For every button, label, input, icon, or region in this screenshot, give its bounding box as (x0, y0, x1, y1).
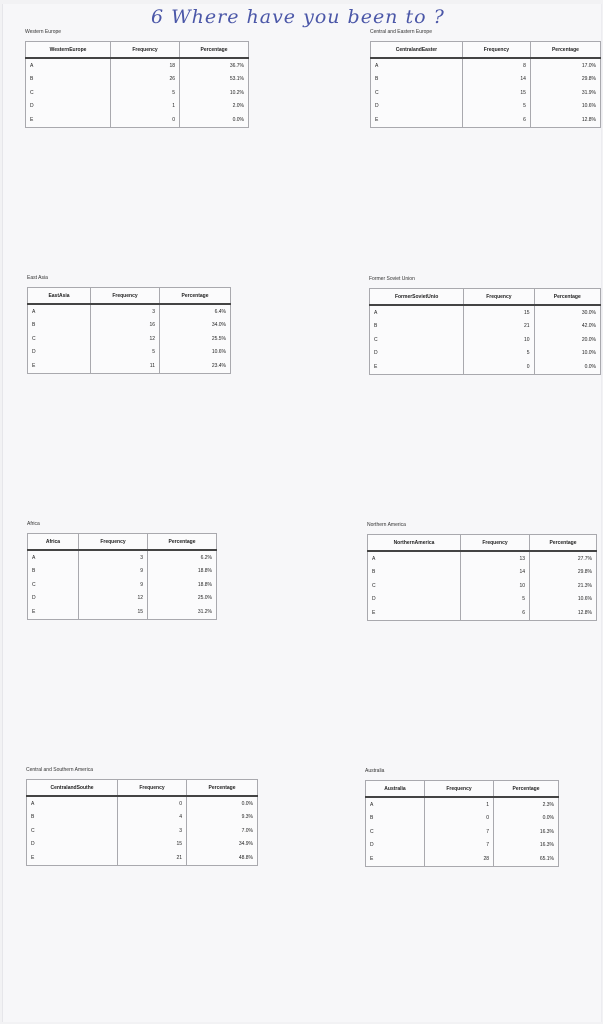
frequency-table (370, 41, 601, 128)
table-block-former-soviet-union (369, 276, 601, 375)
category-cell: E (28, 605, 79, 619)
percentage-cell: 12.8% (577, 609, 592, 616)
category-cell: C (368, 579, 461, 593)
frequency-cell: 21 (118, 851, 187, 865)
percentage-cell: 6.2% (200, 554, 212, 561)
table-row (368, 606, 597, 620)
percentage-cell: 7.0% (241, 827, 253, 834)
category-cell: B (366, 812, 425, 826)
category-cell: D (28, 592, 79, 606)
category-cell: A (26, 58, 111, 73)
table-block-africa (27, 521, 217, 620)
table-title: Former Soviet Union (369, 276, 415, 282)
frequency-cell: 5 (91, 346, 160, 360)
table-header-row (370, 289, 601, 306)
table-title: East Asia (27, 275, 48, 281)
frequency-cell: 3 (91, 304, 160, 319)
table-block-northern-america (367, 522, 597, 621)
percentage-cell: 42.0% (581, 323, 596, 330)
frequency-table (26, 779, 258, 866)
percentage-cell: 12.8% (581, 116, 596, 123)
category-cell: B (26, 73, 111, 87)
category-cell: E (371, 113, 463, 127)
category-cell: A (28, 550, 79, 565)
category-cell: B (28, 319, 91, 333)
table-header-row (26, 42, 249, 59)
category-cell: C (26, 86, 111, 100)
table-row (28, 550, 217, 565)
percentage-column-header: Percentage (534, 289, 600, 306)
table-row (366, 825, 559, 839)
frequency-cell: 9 (79, 565, 148, 579)
category-cell: B (28, 565, 79, 579)
category-cell: C (28, 332, 91, 346)
category-cell: E (28, 359, 91, 373)
table-block-western-europe (25, 29, 249, 128)
table-row (27, 851, 258, 865)
table-block-east-asia (27, 275, 231, 374)
frequency-cell: 10 (461, 579, 530, 593)
frequency-table (25, 41, 249, 128)
category-cell: B (27, 811, 118, 825)
table-header-row (28, 534, 217, 551)
frequency-cell: 3 (118, 824, 187, 838)
frequency-cell: 1 (111, 100, 180, 114)
table-row (27, 811, 258, 825)
category-cell: A (28, 304, 91, 319)
table-header-row (366, 781, 559, 798)
frequency-cell: 1 (425, 797, 494, 812)
table-title: Central and Eastern Europe (370, 29, 432, 35)
frequency-table (367, 534, 597, 621)
frequency-cell: 0 (425, 812, 494, 826)
percentage-cell: 10.0% (581, 350, 596, 357)
frequency-column-header: Frequency (118, 780, 187, 797)
table-row (370, 347, 601, 361)
frequency-cell: 3 (79, 550, 148, 565)
frequency-cell: 5 (111, 86, 180, 100)
frequency-table (369, 288, 601, 375)
table-block-central-southern-america (26, 767, 258, 866)
percentage-column-header: Percentage (148, 534, 217, 551)
table-row (27, 796, 258, 811)
percentage-cell: 0.0% (542, 815, 554, 822)
frequency-table (27, 533, 217, 620)
percentage-cell: 20.0% (581, 336, 596, 343)
frequency-cell: 6 (461, 606, 530, 620)
table-row (28, 592, 217, 606)
percentage-cell: 10.6% (211, 349, 226, 356)
category-cell: E (26, 113, 111, 127)
frequency-cell: 5 (462, 100, 530, 114)
percentage-cell: 48.8% (238, 854, 253, 861)
table-row (371, 73, 601, 87)
frequency-cell: 10 (464, 333, 534, 347)
category-cell: B (371, 73, 463, 87)
category-cell: A (370, 305, 464, 320)
variable-column-header: CentralandSouthe (27, 780, 118, 797)
frequency-cell: 0 (111, 113, 180, 127)
percentage-cell: 2.3% (542, 801, 554, 808)
category-cell: C (28, 578, 79, 592)
frequency-cell: 5 (461, 593, 530, 607)
percentage-cell: 18.8% (197, 581, 212, 588)
frequency-cell: 15 (79, 605, 148, 619)
frequency-cell: 4 (118, 811, 187, 825)
percentage-cell: 29.8% (577, 569, 592, 576)
table-row (366, 852, 559, 866)
table-row (371, 113, 601, 127)
table-row (28, 304, 231, 319)
percentage-cell: 30.0% (581, 309, 596, 316)
frequency-table (365, 780, 559, 867)
table-header-row (371, 42, 601, 59)
frequency-cell: 15 (118, 838, 187, 852)
frequency-cell: 5 (464, 347, 534, 361)
category-cell: E (368, 606, 461, 620)
category-cell: D (28, 346, 91, 360)
percentage-cell: 10.6% (581, 103, 596, 110)
frequency-table (27, 287, 231, 374)
table-header-row (368, 535, 597, 552)
table-row (28, 332, 231, 346)
category-cell: B (368, 566, 461, 580)
frequency-cell: 13 (461, 551, 530, 566)
variable-column-header: Australia (366, 781, 425, 798)
category-cell: E (366, 852, 425, 866)
table-title: Central and Southern America (26, 767, 93, 773)
percentage-cell: 10.2% (229, 89, 244, 96)
frequency-cell: 14 (462, 73, 530, 87)
category-cell: C (370, 333, 464, 347)
percentage-column-header: Percentage (494, 781, 559, 798)
percentage-column-header: Percentage (530, 535, 597, 552)
frequency-cell: 15 (462, 86, 530, 100)
category-cell: A (27, 796, 118, 811)
table-row (368, 551, 597, 566)
table-row (366, 797, 559, 812)
table-row (27, 838, 258, 852)
frequency-cell: 26 (111, 73, 180, 87)
percentage-cell: 21.3% (577, 582, 592, 589)
percentage-cell: 2.0% (232, 103, 244, 110)
table-row (368, 566, 597, 580)
percentage-column-header: Percentage (187, 780, 258, 797)
table-block-australia (365, 768, 559, 867)
table-row (366, 839, 559, 853)
variable-column-header: Africa (28, 534, 79, 551)
category-cell: D (370, 347, 464, 361)
category-cell: D (371, 100, 463, 114)
percentage-cell: 0.0% (584, 363, 596, 370)
table-row (368, 593, 597, 607)
table-row (370, 333, 601, 347)
percentage-cell: 6.4% (214, 308, 226, 315)
table-header-row (27, 780, 258, 797)
frequency-cell: 6 (462, 113, 530, 127)
percentage-cell: 25.5% (211, 335, 226, 342)
table-title: Northern America (367, 522, 406, 528)
percentage-cell: 34.0% (211, 322, 226, 329)
percentage-cell: 0.0% (232, 116, 244, 123)
category-cell: C (27, 824, 118, 838)
category-cell: D (26, 100, 111, 114)
table-row (28, 565, 217, 579)
percentage-cell: 65.1% (539, 855, 554, 862)
percentage-cell: 23.4% (211, 362, 226, 369)
table-row (27, 824, 258, 838)
frequency-cell: 7 (425, 839, 494, 853)
table-row (28, 578, 217, 592)
variable-column-header: FormerSovietUnio (370, 289, 464, 306)
percentage-column-header: Percentage (530, 42, 600, 59)
table-row (371, 58, 601, 73)
frequency-cell: 11 (91, 359, 160, 373)
percentage-column-header: Percentage (180, 42, 249, 59)
percentage-cell: 17.0% (581, 62, 596, 69)
frequency-cell: 0 (464, 360, 534, 374)
percentage-cell: 27.7% (577, 555, 592, 562)
table-row (370, 360, 601, 374)
frequency-column-header: Frequency (461, 535, 530, 552)
document-page (2, 4, 602, 1022)
frequency-cell: 8 (462, 58, 530, 73)
category-cell: A (366, 797, 425, 812)
frequency-cell: 12 (79, 592, 148, 606)
table-row (26, 100, 249, 114)
variable-column-header: EastAsia (28, 288, 91, 305)
category-cell: A (368, 551, 461, 566)
table-row (26, 58, 249, 73)
table-row (28, 319, 231, 333)
frequency-cell: 18 (111, 58, 180, 73)
frequency-cell: 28 (425, 852, 494, 866)
frequency-column-header: Frequency (425, 781, 494, 798)
frequency-cell: 21 (464, 320, 534, 334)
frequency-cell: 16 (91, 319, 160, 333)
frequency-column-header: Frequency (111, 42, 180, 59)
table-row (366, 812, 559, 826)
table-title: Africa (27, 521, 40, 527)
frequency-cell: 9 (79, 578, 148, 592)
percentage-cell: 25.0% (197, 595, 212, 602)
table-row (28, 359, 231, 373)
percentage-cell: 10.6% (577, 596, 592, 603)
percentage-cell: 29.8% (581, 76, 596, 83)
category-cell: C (371, 86, 463, 100)
frequency-column-header: Frequency (464, 289, 534, 306)
variable-column-header: NorthernAmerica (368, 535, 461, 552)
category-cell: A (371, 58, 463, 73)
table-row (371, 86, 601, 100)
category-cell: E (370, 360, 464, 374)
category-cell: E (27, 851, 118, 865)
percentage-column-header: Percentage (160, 288, 231, 305)
percentage-cell: 9.3% (241, 814, 253, 821)
percentage-cell: 53.1% (229, 76, 244, 83)
percentage-cell: 0.0% (241, 800, 253, 807)
percentage-cell: 31.9% (581, 89, 596, 96)
percentage-cell: 16.3% (539, 828, 554, 835)
frequency-cell: 7 (425, 825, 494, 839)
table-row (26, 113, 249, 127)
page-title: 6 Where have you been to ? (151, 6, 445, 28)
table-title: Western Europe (25, 29, 62, 35)
category-cell: D (366, 839, 425, 853)
frequency-cell: 14 (461, 566, 530, 580)
table-title: Australia (365, 768, 385, 774)
table-row (371, 100, 601, 114)
frequency-cell: 15 (464, 305, 534, 320)
table-row (370, 305, 601, 320)
category-cell: C (366, 825, 425, 839)
percentage-cell: 31.2% (197, 608, 212, 615)
table-row (370, 320, 601, 334)
category-cell: D (368, 593, 461, 607)
table-row (368, 579, 597, 593)
table-block-central-eastern-europe (370, 29, 601, 128)
table-row (26, 73, 249, 87)
frequency-column-header: Frequency (462, 42, 530, 59)
category-cell: B (370, 320, 464, 334)
table-row (28, 605, 217, 619)
table-row (26, 86, 249, 100)
percentage-cell: 18.8% (197, 568, 212, 575)
percentage-cell: 34.9% (238, 841, 253, 848)
category-cell: D (27, 838, 118, 852)
frequency-column-header: Frequency (79, 534, 148, 551)
table-row (28, 346, 231, 360)
percentage-cell: 16.3% (539, 842, 554, 849)
frequency-cell: 0 (118, 796, 187, 811)
variable-column-header: WesternEurope (26, 42, 111, 59)
variable-column-header: CentralandEaster (371, 42, 463, 59)
table-header-row (28, 288, 231, 305)
frequency-column-header: Frequency (91, 288, 160, 305)
frequency-cell: 12 (91, 332, 160, 346)
percentage-cell: 36.7% (229, 62, 244, 69)
